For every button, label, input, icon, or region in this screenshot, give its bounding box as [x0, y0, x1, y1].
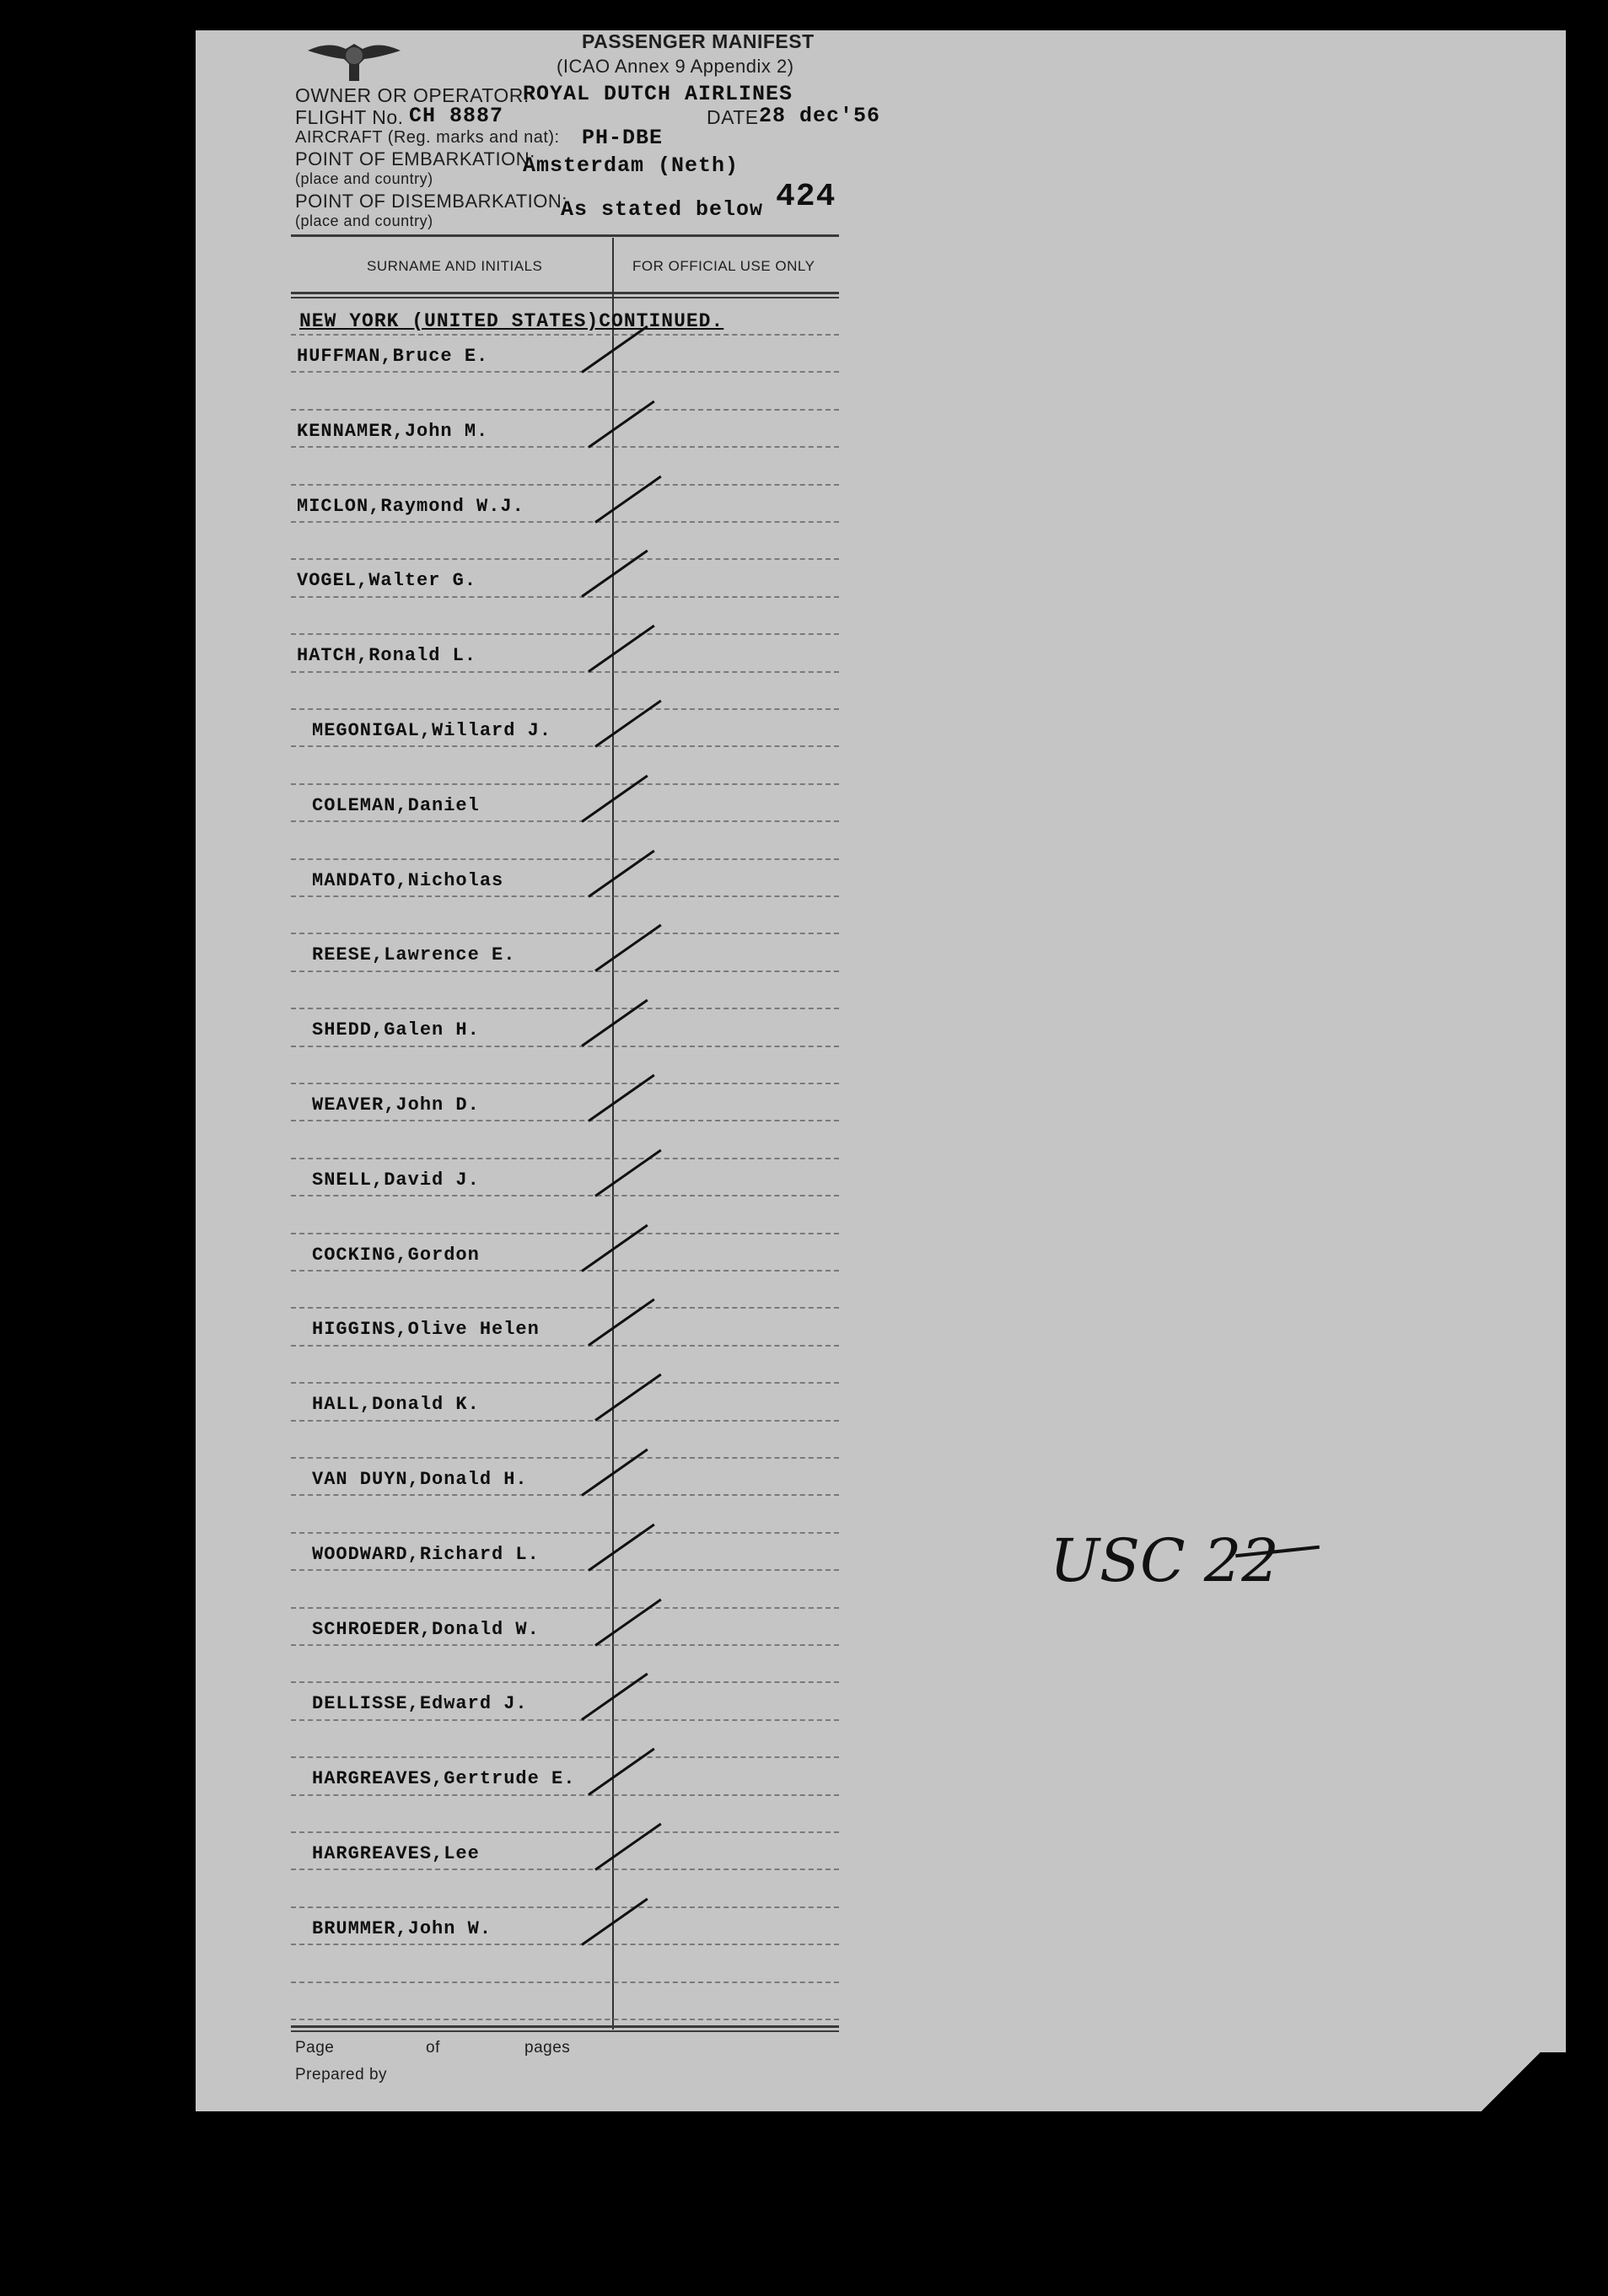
passenger-row: SCHROEDER,Donald W. [312, 1618, 540, 1640]
ruled-line [291, 933, 839, 934]
ruled-line [291, 1906, 839, 1908]
owner-label: OWNER OR OPERATOR: [295, 84, 530, 106]
flight-label: FLIGHT No. [295, 106, 404, 128]
passenger-row: HIGGINS,Olive Helen [312, 1319, 540, 1341]
ruled-line [291, 1607, 839, 1609]
passenger-row: COLEMAN,Daniel [312, 794, 480, 816]
passenger-row: BRUMMER,John W. [312, 1917, 492, 1939]
col-official-header: FOR OFFICIAL USE ONLY [632, 258, 815, 274]
ruled-line [291, 745, 839, 747]
ruled-line [291, 1457, 839, 1459]
ruled-line [291, 446, 839, 448]
ruled-line [291, 671, 839, 673]
passenger-row: HALL,Donald K. [312, 1394, 480, 1416]
ruled-line [291, 1008, 839, 1009]
passenger-row: DELLISSE,Edward J. [312, 1693, 528, 1715]
ruled-line [291, 484, 839, 486]
ruled-line [291, 1158, 839, 1159]
passenger-row: REESE,Lawrence E. [312, 944, 516, 966]
passenger-row: COCKING,Gordon [312, 1244, 480, 1266]
ruled-line [291, 1046, 839, 1047]
ruled-line [291, 633, 839, 635]
footer-of-label: of [426, 2039, 440, 2057]
header-rule [291, 234, 839, 237]
ruled-line [291, 596, 839, 598]
ruled-line [291, 1869, 839, 1870]
ruled-line [291, 409, 839, 411]
ruled-line [291, 1270, 839, 1272]
passenger-row: SNELL,David J. [312, 1169, 480, 1191]
ruled-line [291, 1345, 839, 1347]
ruled-line [291, 858, 839, 860]
passenger-row: VOGEL,Walter G. [297, 570, 477, 592]
ruled-line [291, 1307, 839, 1309]
passenger-row: MEGONIGAL,Willard J. [312, 720, 552, 741]
passenger-row: MICLON,Raymond W.J. [297, 495, 524, 517]
ruled-line [291, 1083, 839, 1084]
embark-sub: (place and country) [295, 170, 433, 187]
form-title: PASSENGER MANIFEST [582, 30, 815, 52]
column-divider [612, 238, 614, 2030]
footer-page-label: Page [295, 2039, 335, 2057]
ruled-line [291, 1494, 839, 1496]
ruled-line [291, 1644, 839, 1646]
passenger-row: HARGREAVES,Lee [312, 1843, 480, 1864]
ruled-line [291, 895, 839, 897]
ruled-line [291, 521, 839, 523]
ruled-line [291, 1532, 839, 1534]
form-subtitle: (ICAO Annex 9 Appendix 2) [557, 56, 794, 77]
passenger-row: HUFFMAN,Bruce E. [297, 346, 489, 367]
ruled-line [291, 820, 839, 822]
ruled-line [291, 371, 839, 373]
handwritten-annotation: USC 22 [1050, 1526, 1279, 1595]
date-value: 28 dec'56 [759, 104, 881, 128]
disembark-sub: (place and country) [295, 212, 433, 229]
ruled-line [291, 2019, 839, 2020]
passenger-row: WOODWARD,Richard L. [312, 1543, 540, 1565]
disembark-label: POINT OF DISEMBARKATION: [295, 191, 567, 212]
ruled-line [291, 1794, 839, 1796]
passenger-row: KENNAMER,John M. [297, 420, 489, 442]
ruled-line [291, 1195, 839, 1196]
owner-value: ROYAL DUTCH AIRLINES [523, 82, 793, 106]
table-bottom-rule [291, 2025, 839, 2028]
manifest-sheet [196, 30, 1566, 2111]
passenger-row: WEAVER,John D. [312, 1094, 480, 1116]
ruled-line [291, 1569, 839, 1571]
date-label: DATE [707, 106, 759, 128]
footer-pages-label: pages [524, 2039, 571, 2057]
ruled-line [291, 1719, 839, 1721]
table-top-rule [291, 292, 839, 294]
ruled-line [291, 1681, 839, 1683]
flight-value: CH 8887 [409, 104, 504, 128]
passenger-row: MANDATO,Nicholas [312, 869, 504, 891]
embark-value: Amsterdam (Neth) [523, 153, 739, 178]
ruled-line [291, 783, 839, 785]
aircraft-label: AIRCRAFT (Reg. marks and nat): [295, 128, 560, 147]
ruled-line [291, 708, 839, 710]
ruled-line [291, 1382, 839, 1384]
ruled-line [291, 1120, 839, 1121]
ruled-line [291, 1756, 839, 1758]
col-surname-header: SURNAME AND INITIALS [367, 258, 543, 274]
ruled-line [291, 1420, 839, 1422]
ruled-line [291, 558, 839, 560]
aircraft-value: PH-DBE [582, 126, 664, 150]
ruled-line [291, 334, 839, 336]
table-top-rule-2 [291, 297, 839, 298]
ruled-line [291, 971, 839, 972]
passenger-row: HATCH,Ronald L. [297, 645, 477, 667]
passenger-row: HARGREAVES,Gertrude E. [312, 1768, 576, 1790]
embark-label: POINT OF EMBARKATION: [295, 148, 535, 169]
footer-prepared-label: Prepared by [295, 2066, 388, 2084]
page-number: 424 [776, 179, 836, 215]
disembark-value: As stated below [561, 197, 764, 222]
ruled-line [291, 1944, 839, 1945]
table-bottom-rule-2 [291, 2030, 839, 2032]
section-heading: NEW YORK (UNITED STATES)CONTINUED. [299, 310, 724, 332]
passenger-row: VAN DUYN,Donald H. [312, 1469, 528, 1490]
ruled-line [291, 1981, 839, 1983]
passenger-row: SHEDD,Galen H. [312, 1019, 480, 1041]
ruled-line [291, 1233, 839, 1234]
ruled-line [291, 1831, 839, 1833]
airline-logo-icon [304, 34, 405, 86]
